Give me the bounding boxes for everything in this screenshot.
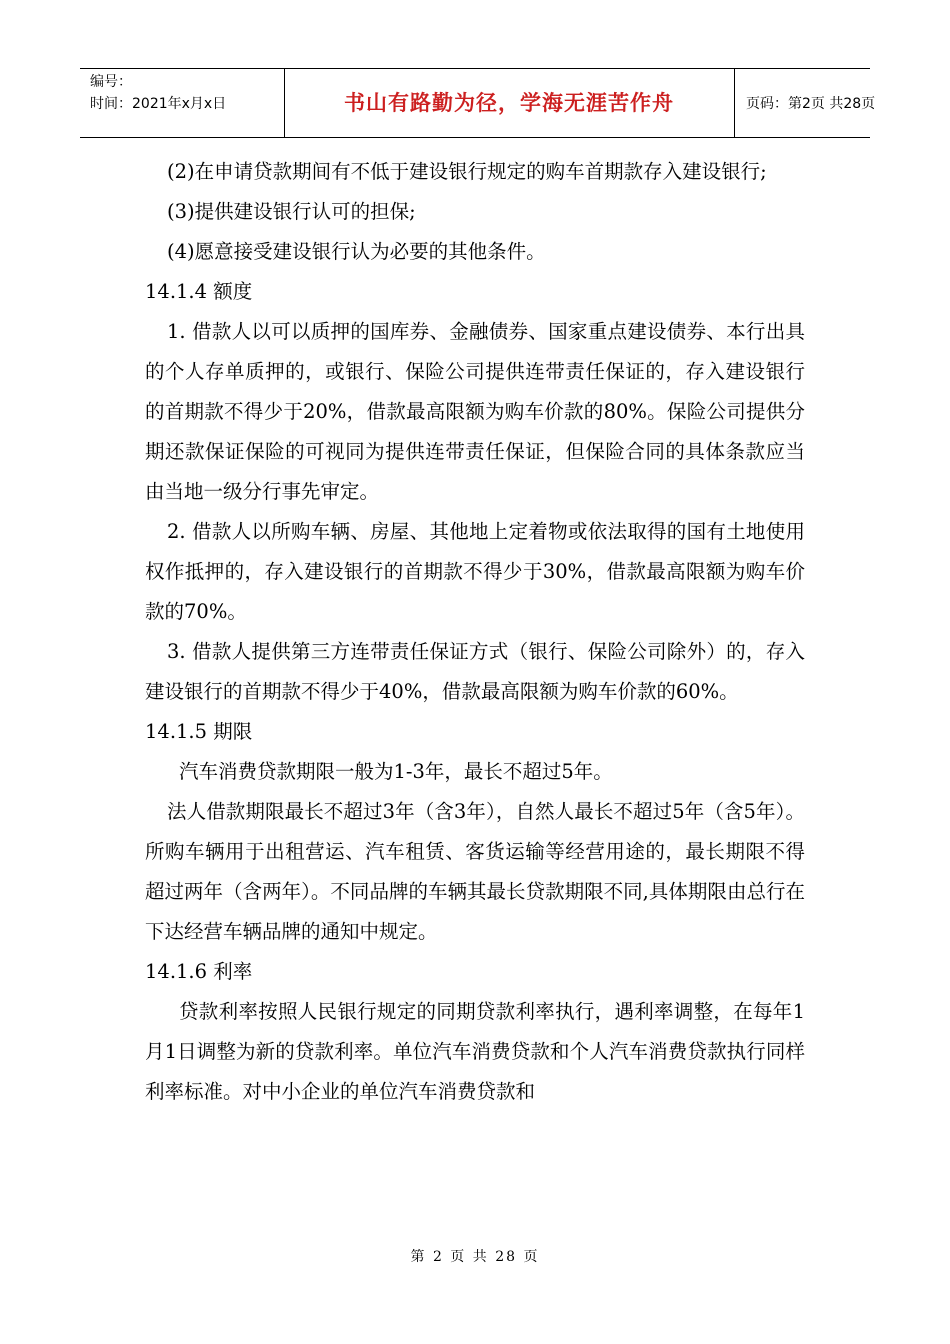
document-date: 时间：2021年x月x日 (90, 96, 227, 112)
paragraph-rate-1: 贷款利率按照人民银行规定的同期贷款利率执行，遇利率调整，在每年1月1日调整为新的贷款利率。单位汽车消费贷款和个人汽车消费贷款执行同样利率标准。对中小企业的单位汽车消费贷款和 (145, 1000, 805, 1103)
header-right-cell (734, 69, 876, 137)
page-footer: 第 2 页 共 28 页 (410, 1249, 540, 1265)
paragraph-amount-2: 2. 借款人以所购车辆、房屋、其他地上定着物或依法取得的国有土地使用权作抵押的，存入建设银行的首期款不得少于30%，借款最高限额为购车价款的70%。 (145, 520, 805, 623)
header-motto: 书山有路勤为径，学海无涯苦作舟 (344, 91, 674, 115)
section-heading-rate: 14.1.6 利率 (145, 960, 253, 983)
paragraph-amount-1: 1. 借款人以可以质押的国库券、金融债券、国家重点建设债券、本行出具的个人存单质押的，或银行、保险公司提供连带责任保证的，存入建设银行的首期款不得少于20%，借款最高限额为购车价款的80%。保险公司提供分期还款保证保险的可视同为提供连带责任保证，但保险合同的具体条款应当由当地一级分行事先审定。 (145, 320, 805, 503)
section-heading-term: 14.1.5 期限 (145, 720, 253, 743)
paragraph-term-1: 汽车消费贷款期限一般为1-3年，最长不超过5年。 (179, 760, 613, 783)
section-heading-amount: 14.1.4 额度 (145, 280, 253, 303)
paragraph-amount-3: 3. 借款人提供第三方连带责任保证方式（银行、保险公司除外）的，存入建设银行的首期款不得少于40%，借款最高限额为购车价款的60%。 (145, 640, 805, 703)
header-middle-cell (284, 69, 735, 137)
paragraph-term-2: 法人借款期限最长不超过3年（含3年），自然人最长不超过5年（含5年）。所购车辆用于出租营运、汽车租赁、客货运输等经营用途的，最长期限不得超过两年（含两年）。不同品牌的车辆其最长贷款期限不同,具体期限由总行在下达经营车辆品牌的通知中规定。 (145, 800, 805, 943)
document-body (145, 152, 805, 1112)
document-number-label: 编号： (90, 74, 132, 90)
paragraph-condition-2: (2)在申请贷款期间有不低于建设银行规定的购车首期款存入建设银行; (167, 160, 767, 183)
header-left-cell (80, 69, 285, 137)
page-header (80, 68, 876, 138)
paragraph-condition-4: (4)愿意接受建设银行认为必要的其他条件。 (167, 240, 546, 263)
header-page-info: 页码：第2页 共28页 (746, 96, 876, 112)
paragraph-condition-3: (3)提供建设银行认可的担保; (167, 200, 416, 223)
